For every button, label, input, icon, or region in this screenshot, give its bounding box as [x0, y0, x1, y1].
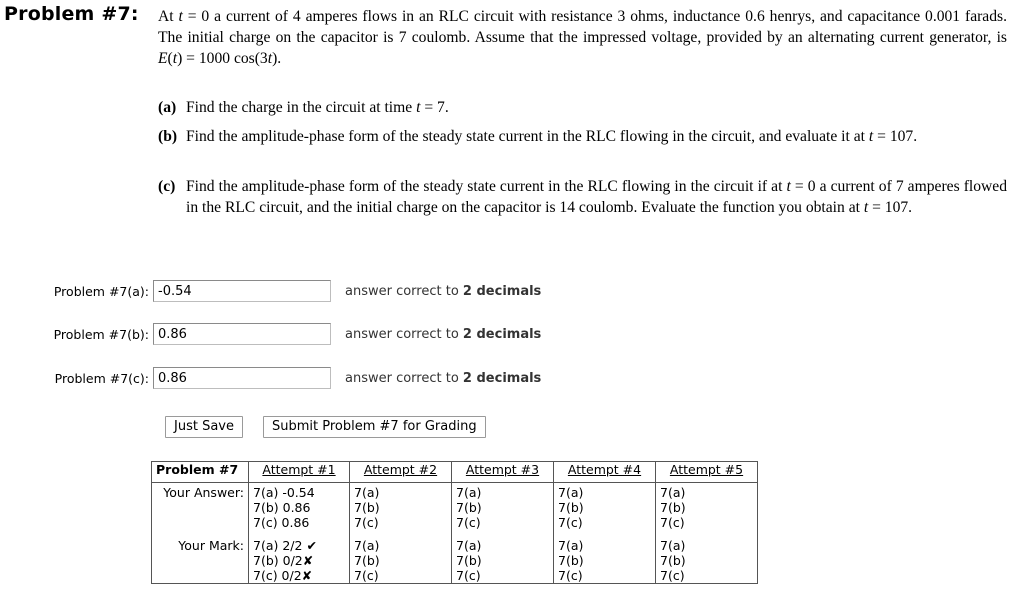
- answer-b-input[interactable]: [153, 323, 331, 345]
- cross-icon: ✘: [301, 568, 313, 583]
- attempt-1-link[interactable]: Attempt #1: [249, 462, 350, 483]
- cross-icon: ✘: [302, 553, 314, 568]
- answer-c-input[interactable]: [153, 367, 331, 389]
- attempt-2-answers: 7(a) 7(b) 7(c): [350, 483, 452, 531]
- your-answer-row: [152, 483, 758, 531]
- attempt-3-answers: 7(a) 7(b) 7(c): [452, 483, 554, 531]
- attempt-3-link[interactable]: Attempt #3: [452, 462, 554, 483]
- attempts-header-row: [152, 462, 758, 483]
- answer-a-input[interactable]: [153, 280, 331, 302]
- answer-b-note: answer correct to 2 decimals: [345, 327, 542, 342]
- part-a: [158, 97, 1007, 118]
- attempt-5-marks: 7(a) 7(b) 7(c): [656, 530, 758, 584]
- answer-b-label: Problem #7(b):: [53, 327, 149, 342]
- attempt-5-answers: 7(a) 7(b) 7(c): [656, 483, 758, 531]
- your-answer-label: Your Answer:: [152, 483, 249, 531]
- your-mark-label: Your Mark:: [152, 530, 249, 584]
- attempt-1-answers: 7(a) -0.54 7(b) 0.86 7(c) 0.86: [249, 483, 350, 531]
- part-c: [158, 176, 1007, 218]
- problem-intro: At t = 0 a current of 4 amperes flows in an RLC circuit with resistance 3 ohms, inductance 0.6 henrys, and capacitance 0.001 farads. The initial charge on the capacitor is 7 coulomb. Assume that the impressed voltage, provided by an alternating current generator, is E(t) = 1000 cos(3t).: [158, 8, 1007, 67]
- attempt-5-link[interactable]: Attempt #5: [656, 462, 758, 483]
- attempt-4-marks: 7(a) 7(b) 7(c): [554, 530, 656, 584]
- attempt-1-marks: 7(a) 2/2 ✔ 7(b) 0/2✘ 7(c) 0/2✘: [249, 530, 350, 584]
- check-icon: ✔: [306, 538, 317, 553]
- attempt-2-marks: 7(a) 7(b) 7(c): [350, 530, 452, 584]
- attempt-3-marks: 7(a) 7(b) 7(c): [452, 530, 554, 584]
- your-mark-row: [152, 530, 758, 584]
- part-c-text: Find the amplitude-phase form of the steady state current in the RLC flowing in the circuit if at t = 0 a current of 7 amperes flowed in the RLC circuit, and the initial charge on the capacitor is 14 coulomb. Evaluate the function you obtain at t = 107.: [186, 178, 1007, 216]
- part-b-label: (b): [158, 128, 178, 145]
- submit-grading-button[interactable]: Submit Problem #7 for Grading: [263, 416, 486, 438]
- attempts-header: Problem #7: [152, 462, 249, 483]
- part-c-label: (c): [158, 178, 176, 195]
- part-a-label: (a): [158, 99, 177, 116]
- answer-a-note: answer correct to 2 decimals: [345, 284, 542, 299]
- part-b-text: Find the amplitude-phase form of the steady state current in the RLC flowing in the circuit, and evaluate it at t = 107.: [186, 128, 918, 145]
- attempt-4-link[interactable]: Attempt #4: [554, 462, 656, 483]
- answer-c-label: Problem #7(c):: [54, 371, 149, 386]
- attempts-table: [151, 461, 758, 584]
- just-save-button[interactable]: Just Save: [165, 416, 243, 438]
- attempt-4-answers: 7(a) 7(b) 7(c): [554, 483, 656, 531]
- part-a-text: Find the charge in the circuit at time t = 7.: [186, 99, 449, 116]
- answer-a-label: Problem #7(a):: [53, 284, 149, 299]
- part-b: [158, 126, 1007, 147]
- answer-c-note: answer correct to 2 decimals: [345, 371, 542, 386]
- problem-title: Problem #7:: [4, 3, 139, 25]
- attempt-2-link[interactable]: Attempt #2: [350, 462, 452, 483]
